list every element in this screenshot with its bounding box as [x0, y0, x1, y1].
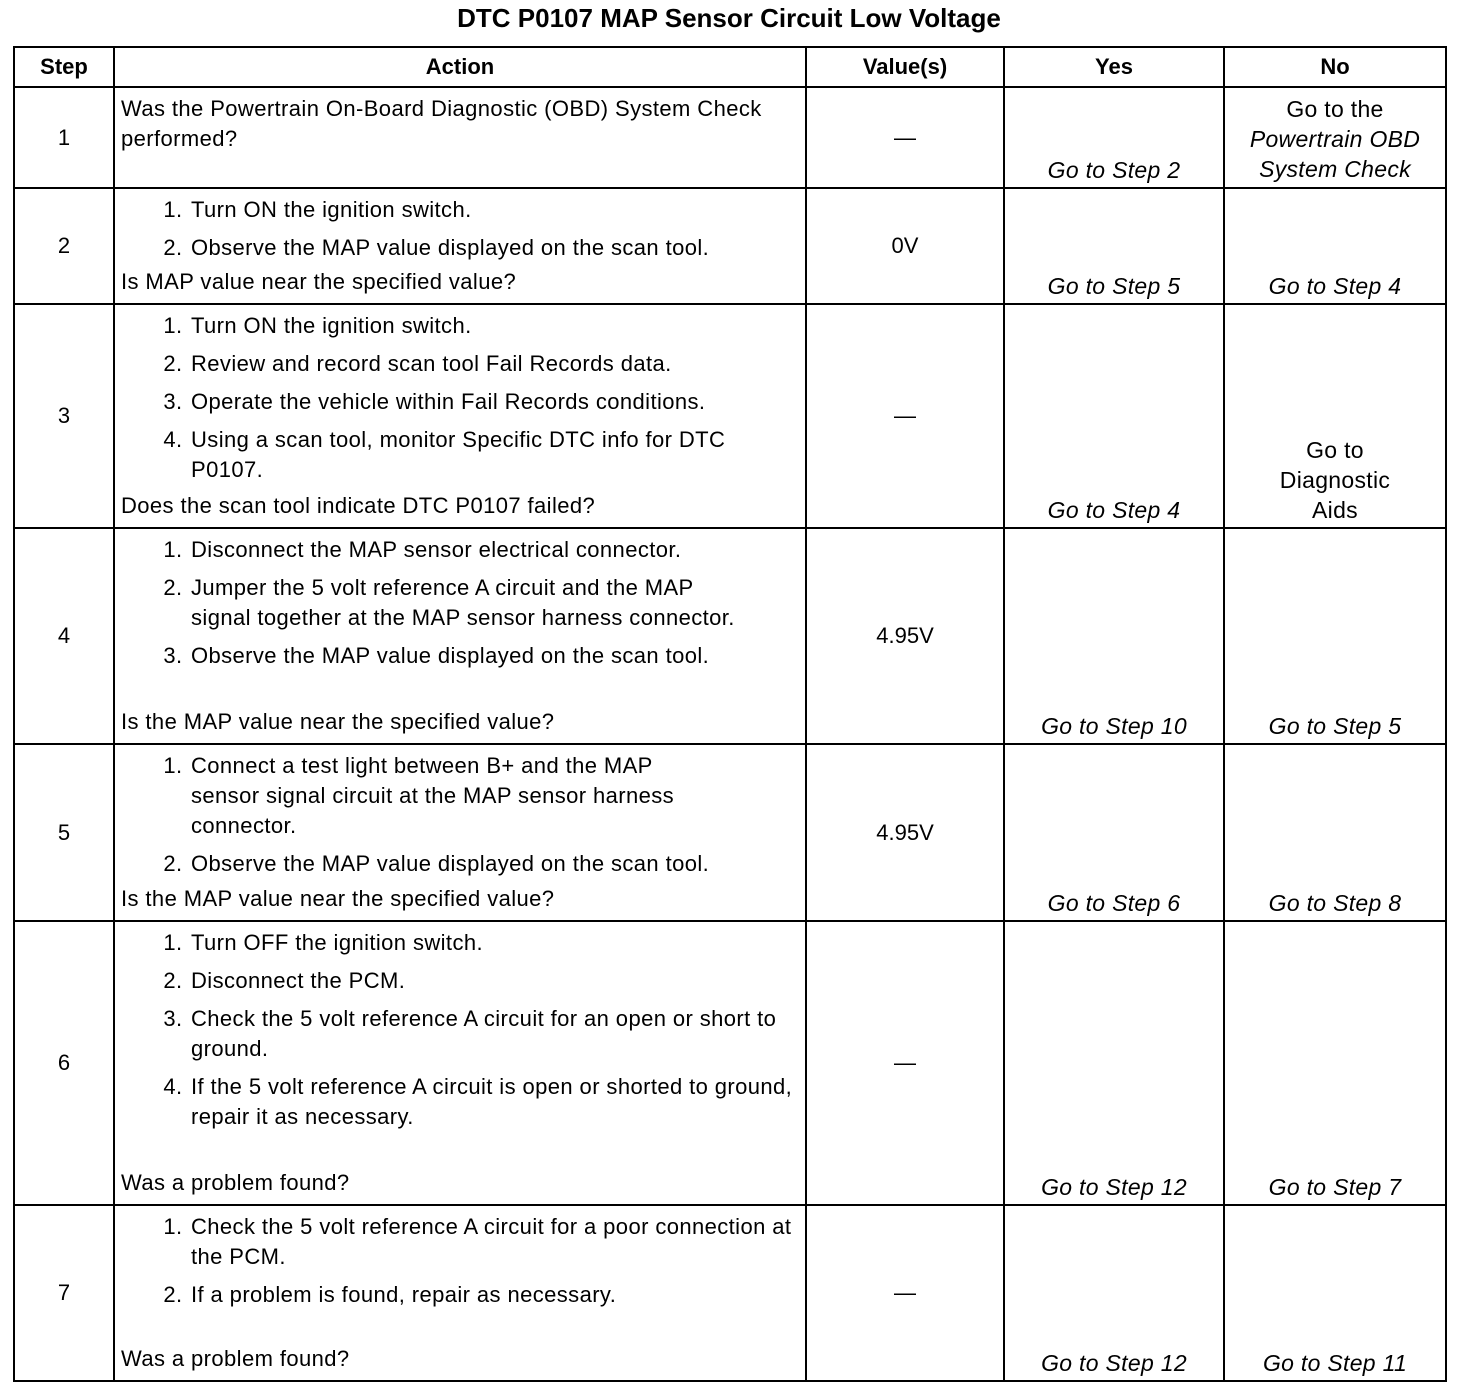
action-question: Was a problem found?: [121, 1346, 350, 1371]
step-number: 1: [14, 87, 114, 188]
header-values: Value(s): [806, 47, 1004, 87]
value-cell: 4.95V: [806, 744, 1004, 921]
action-item: 2. Observe the MAP value displayed on the scan tool.: [189, 233, 797, 263]
action-item: 1. Connect a test light between B+ and the MAP sensor signal circuit at the MAP sensor harness connector.: [189, 751, 797, 841]
no-goto-prefix: Go to the: [1286, 95, 1384, 122]
table-row: [14, 1205, 1446, 1381]
action-question: Does the scan tool indicate DTC P0107 failed?: [121, 493, 596, 518]
action-item: 2. Observe the MAP value displayed on the scan tool.: [189, 849, 797, 879]
action-item: 3. Operate the vehicle within Fail Records conditions.: [189, 387, 797, 417]
action-item: 2. If a problem is found, repair as necessary.: [189, 1280, 797, 1310]
no-goto-target: Powertrain OBD System Check: [1249, 125, 1421, 182]
no-goto-link[interactable]: Go to Diagnostic Aids: [1224, 304, 1446, 528]
action-item: 3. Check the 5 volt reference A circuit for an open or short to ground.: [189, 1004, 797, 1064]
action-cell: [114, 528, 806, 744]
action-cell: [114, 304, 806, 528]
step-number: 3: [14, 304, 114, 528]
yes-goto-link[interactable]: Go to Step 10: [1004, 528, 1224, 744]
action-item: 3. Observe the MAP value displayed on the scan tool.: [189, 641, 797, 671]
action-item: 2. Disconnect the PCM.: [189, 966, 797, 996]
action-cell: [114, 87, 806, 188]
action-question: Was a problem found?: [121, 1170, 350, 1195]
yes-goto-link[interactable]: Go to Step 2: [1004, 87, 1224, 188]
table-row: [14, 528, 1446, 744]
action-item: 1. Turn OFF the ignition switch.: [189, 928, 797, 958]
table-row: [14, 744, 1446, 921]
no-goto-link[interactable]: Go to Step 11: [1224, 1205, 1446, 1381]
action-item: 1. Turn ON the ignition switch.: [189, 195, 797, 225]
no-goto-link[interactable]: Go to Step 8: [1224, 744, 1446, 921]
value-cell: —: [806, 1205, 1004, 1381]
step-number: 7: [14, 1205, 114, 1381]
step-number: 6: [14, 921, 114, 1205]
action-cell: [114, 744, 806, 921]
header-row: [14, 47, 1446, 87]
no-goto-link[interactable]: Go to Step 5: [1224, 528, 1446, 744]
value-cell: —: [806, 921, 1004, 1205]
table-row: [14, 87, 1446, 188]
yes-goto-link[interactable]: Go to Step 5: [1004, 188, 1224, 304]
table-row: [14, 188, 1446, 304]
diagnostic-table: [13, 46, 1447, 1382]
header-step: Step: [14, 47, 114, 87]
yes-goto-link[interactable]: Go to Step 6: [1004, 744, 1224, 921]
action-item: 2. Review and record scan tool Fail Records data.: [189, 349, 797, 379]
no-goto-link[interactable]: Go to Step 7: [1224, 921, 1446, 1205]
value-cell: 0V: [806, 188, 1004, 304]
value-cell: 4.95V: [806, 528, 1004, 744]
table-row: [14, 921, 1446, 1205]
header-no: No: [1224, 47, 1446, 87]
yes-goto-link[interactable]: Go to Step 4: [1004, 304, 1224, 528]
action-item: 1. Check the 5 volt reference A circuit for a poor connection at the PCM.: [189, 1212, 797, 1272]
action-cell: [114, 1205, 806, 1381]
action-item: 4. If the 5 volt reference A circuit is open or shorted to ground, repair it as necessary.: [189, 1072, 797, 1132]
action-item: 2. Jumper the 5 volt reference A circuit and the MAP signal together at the MAP sensor harness connector.: [189, 573, 797, 633]
step-number: 4: [14, 528, 114, 744]
action-item: 1. Turn ON the ignition switch.: [189, 311, 797, 341]
step-number: 5: [14, 744, 114, 921]
no-goto-link[interactable]: Go to Step 4: [1224, 188, 1446, 304]
value-cell: —: [806, 87, 1004, 188]
table-row: [14, 304, 1446, 528]
action-question: Is MAP value near the specified value?: [121, 269, 517, 294]
action-cell: [114, 921, 806, 1205]
action-cell: [114, 188, 806, 304]
action-item: 4. Using a scan tool, monitor Specific DTC info for DTC P0107.: [189, 425, 797, 485]
yes-goto-link[interactable]: Go to Step 12: [1004, 1205, 1224, 1381]
no-goto-link[interactable]: [1224, 87, 1446, 188]
action-item: 1. Disconnect the MAP sensor electrical connector.: [189, 535, 797, 565]
page-title: DTC P0107 MAP Sensor Circuit Low Voltage: [457, 3, 1001, 33]
header-action: Action: [114, 47, 806, 87]
action-question: Is the MAP value near the specified value?: [121, 709, 555, 734]
yes-goto-link[interactable]: Go to Step 12: [1004, 921, 1224, 1205]
step-number: 2: [14, 188, 114, 304]
header-yes: Yes: [1004, 47, 1224, 87]
action-question: Is the MAP value near the specified value?: [121, 886, 555, 911]
action-question: Was the Powertrain On-Board Diagnostic (OBD) System Check performed?: [121, 96, 762, 151]
value-cell: —: [806, 304, 1004, 528]
